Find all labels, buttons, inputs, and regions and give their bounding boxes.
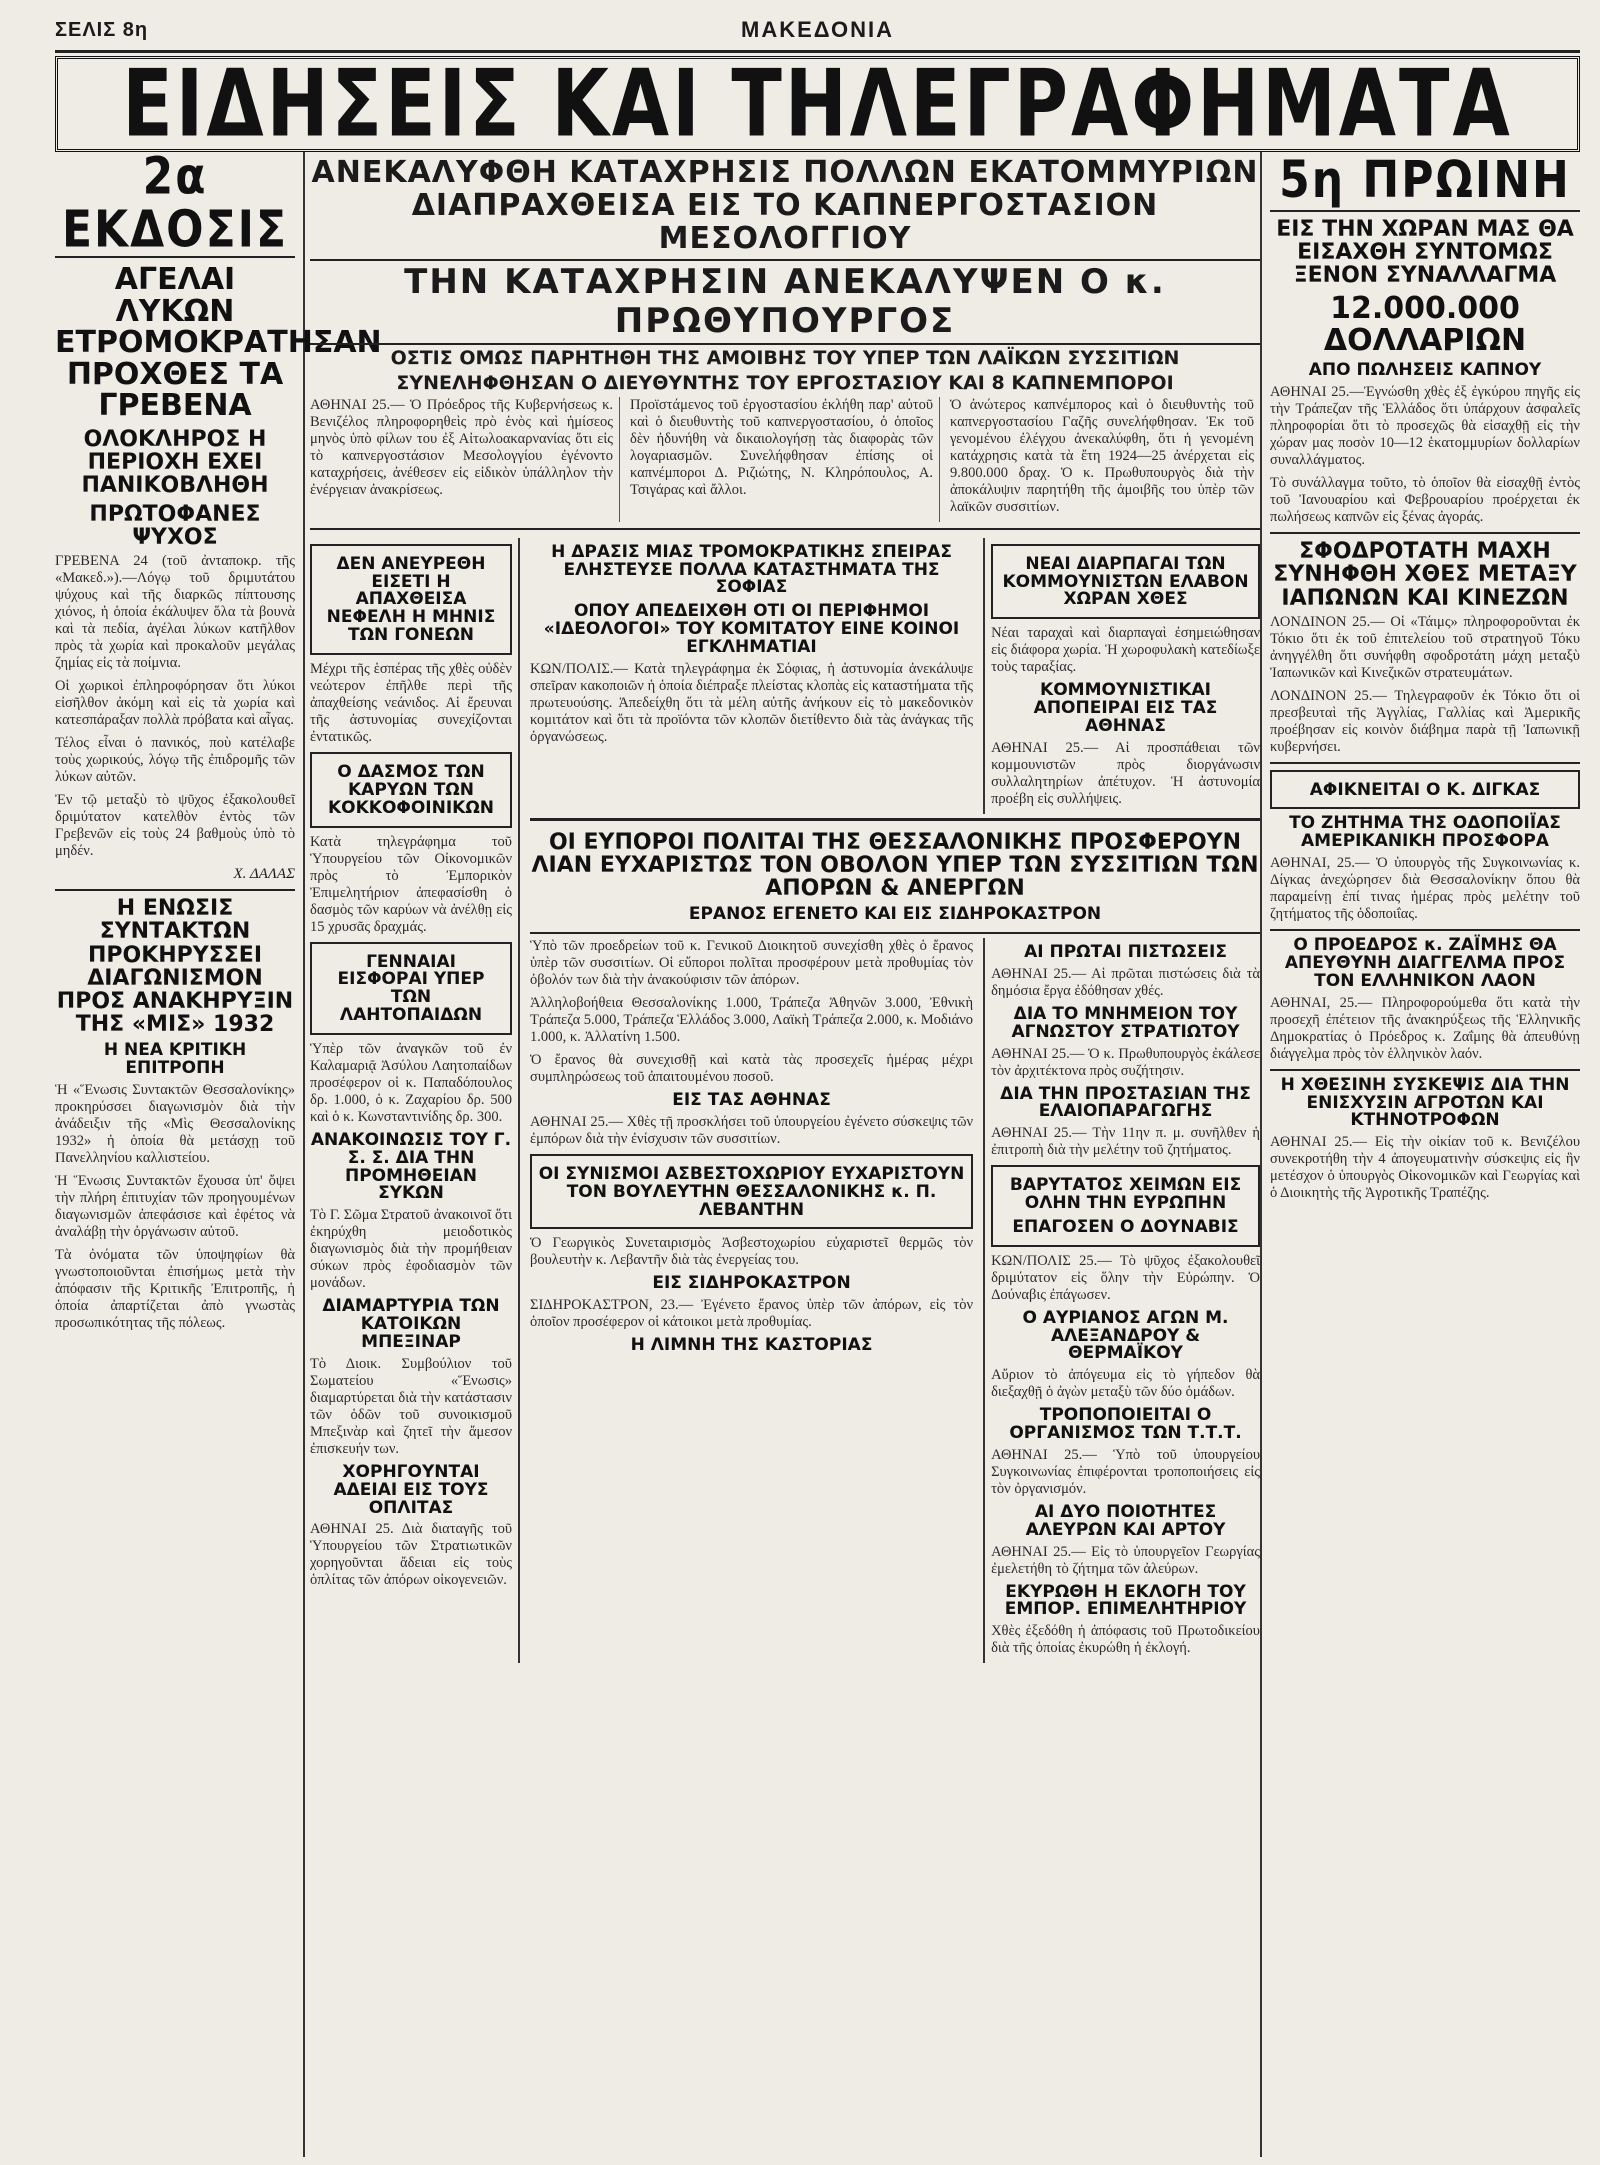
charity-text-3: Ὁ ἔρανος θὰ συνεχισθῇ καὶ κατὰ τὰς προσεχεῖς ἡμέρας μέχρι συμπληρώσεως τοῦ ἀπαιτουμένου ποσοῦ.: [530, 1051, 974, 1085]
lower-section: [310, 538, 1260, 1664]
miss-contest-headline: Η ΕΝΩΣΙΣ ΣΥΝΤΑΚΤΩΝ ΠΡΟΚΗΡΥΣΣΕΙ ΔΙΑΓΩΝΙΣΜΟΝ ΠΡΟΣ ΑΝΑΚΗΡΥΞΙΝ ΤΗΣ «ΜΙΣ» 1932: [56, 896, 294, 1037]
athens-subheading: ΕΙΣ ΤΑΣ ΑΘΗΝΑΣ: [672, 1089, 831, 1110]
charity-headline: ΟΙ ΕΥΠΟΡΟΙ ΠΟΛΙΤΑΙ ΤΗΣ ΘΕΣΣΑΛΟΝΙΚΗΣ ΠΡΟΣΦΕΡΟΥΝ ΛΙΑΝ ΕΥΧΑΡΙΣΤΩΣ ΤΟΝ ΟΒΟΛΟΝ ΥΠΕΡ ΤΩΝ ΣΥΣΣΙΤΙΩΝ ΤΩΝ ΑΠΟΡΩΝ & ΑΝΕΡΓΩΝ: [531, 829, 1259, 902]
miss-text-1: Ἡ «Ἕνωσις Συντακτῶν Θεσσαλονίκης» προκηρύσσει διαγωνισμὸν διὰ τὴν ἀνάδειξιν τῆς «Μὶς Θεσσαλονίκης 1932» ἡ ὁποία θὰ μετάσχῃ τοῦ Πανελληνίου καλλιστείου.: [55, 1081, 295, 1166]
donations-headline: ΓΕΝΝΑΙΑΙ ΕΙΣΦΟΡΑΙ ΥΠΕΡ ΤΩΝ ΛΑΗΤΟΠΑΙΔΩΝ: [337, 951, 485, 1026]
winter-headline: ΒΑΡΥΤΑΤΟΣ ΧΕΙΜΩΝ ΕΙΣ ΟΛΗΝ ΤΗΝ ΕΥΡΩΠΗΝ: [1009, 1175, 1242, 1214]
wolves-text-1: ΓΡΕΒΕΝΑ 24 (τοῦ ἀνταποκρ. τῆς «Μακεδ.»).—Λόγῳ τοῦ δριμυτάτου ψύχους καὶ τῆς διαρκῶς πίπτουσης χιόνος, ἡ ὁποία ἐκάλυψεν ὅλα τὰ βουνὰ καὶ τὰ πεδία, ἀγέλαι λύκων κατῆλθον πρὸς τὰ χωρία καὶ προκαλοῦν μεγάλας ζημίας εἰς τὰ ποίμνια.: [55, 553, 295, 672]
wolves-headline: ΑΓΕΛΑΙ ΛΥΚΩΝ ΕΤΡΟΜΟΚΡΑΤΗΣΑΝ ΠΡΟΧΘΕΣ ΤΑ ΓΡΕΒΕΝΑ: [55, 262, 382, 424]
communists-athens-text: ΑΘΗΝΑΙ 25.— Αἱ προσπάθειαι τῶν κομμουνιστῶν πρὸς διοργάνωσιν συλλαλητηρίων ἀπέτυχον. Ἡ ἀστυνομία προέβη εἰς συλλήψεις.: [991, 739, 1260, 807]
ttt-headline: ΤΡΟΠΟΠΟΙΕΙΤΑΙ Ο ΟΡΓΑΝΙΣΜΟΣ ΤΩΝ Τ.Τ.Τ.: [1009, 1405, 1242, 1444]
main-text-1: ΑΘΗΝΑΙ 25.— Ὁ Πρόεδρος τῆς Κυβερνήσεως κ. Βενιζέλος πληροφορηθεὶς πρὸ ἑνὸς καὶ ἡμίσεος μηνὸς ὑπὸ φίλων του ἐξ Αἰτωλοακαρνανίας ὅτι εἰς τὸ καπνεργοστάσιον Μεσολογγίου ἐγένοντο καταχρήσεις, ἀνέθεσεν εἰς εἰδικὸν ὑπάλληλον τὴν ἐνέργειαν ἀνακρίσεως.: [310, 396, 613, 498]
miss-text-2: Ἡ Ἕνωσις Συντακτῶν ἔχουσα ὑπ' ὄψει τὴν πλήρη ἐπιτυχίαν τῶν προηγουμένων διαγωνισμῶν ἀπεφάσισε καὶ ἐφέτος νὰ ἀναλάβῃ τὴν ὀργάνωσιν αὐτοῦ.: [55, 1172, 295, 1240]
olive-headline: ΔΙΑ ΤΗΝ ΠΡΟΣΤΑΣΙΑΝ ΤΗΣ ΕΛΑΙΟΠΑΡΑΓΩΓΗΣ: [1000, 1083, 1251, 1122]
flour-text: ΑΘΗΝΑΙ 25.— Εἰς τὸ ὑπουργεῖον Γεωργίας ἐμελετήθη τὸ ζήτημα τῶν ἀλεύρων.: [991, 1543, 1260, 1577]
missing-girl-text: Μέχρι τῆς ἑσπέρας τῆς χθὲς οὐδὲν νεώτερον ἐπῆλθε περὶ τῆς ἀπαχθείσης νεάνιδος. Αἱ ἔρευναι τῆς ἀστυνομίας συνεχίζονται ἐντατικῶς.: [310, 661, 512, 745]
charity-text-1: Ὑπὸ τῶν προεδρείων τοῦ κ. Γενικοῦ Διοικητοῦ συνεχίσθη χθὲς ὁ ἔρανος ὑπὲρ τῶν συσσιτίων. Οἱ εὔποροι πολῖται προσφέρουν μετὰ προθυμίας τὸν ὀβολόν των διὰ τὴν ἀνακούφισιν τῶν ἀπόρων.: [530, 937, 974, 988]
athens-text: ΑΘΗΝΑΙ 25.— Χθὲς τῇ προσκλήσει τοῦ ὑπουργείου ἐγένετο σύσκεψις τῶν ἐμπόρων διὰ τὴν ἐνίσχυσιν τῶν συσσιτίων.: [530, 1113, 974, 1147]
protest-headline: ΔΙΑΜΑΡΤΥΡΙΑ ΤΩΝ ΚΑΤΟΙΚΩΝ ΜΠΕΞΙΝΑΡ: [322, 1296, 500, 1352]
right-column: [1260, 152, 1580, 2157]
main-headline-4: ΣΥΝΕΛΗΦΘΗΣΑΝ Ο ΔΙΕΥΘΥΝΤΗΣ ΤΟΥ ΕΡΓΟΣΤΑΣΙΟΥ ΚΑΙ 8 ΚΑΠΝΕΜΠΟΡΟΙ: [396, 371, 1174, 394]
miss-text-3: Τὰ ὀνόματα τῶν ὑποψηφίων θὰ γνωστοποιοῦνται ἐπισήμως μετὰ τὴν ἀπόφασιν τῆς Κριτικῆς Ἐπιτροπῆς, ἡ ὁποία ἀπαρτίζεται ἀπὸ γνωστὰς προσωπικότητας τῆς πόλεως.: [55, 1246, 295, 1331]
roads-headline: ΤΟ ΖΗΤΗΜΑ ΤΗΣ ΟΔΟΠΟΙΪΑΣ ΑΜΕΡΙΚΑΝΙΚΗ ΠΡΟΣΦΟΡΑ: [1289, 813, 1561, 852]
currency-text-2: Τὸ συνάλλαγμα τοῦτο, τὸ ὁποῖον θὰ εἰσαχθῇ ἐντὸς τοῦ Ἰανουαρίου καὶ Φεβρουαρίου προέρχεται ἐκ πωλήσεως καπνῶν εἰς ξένας ἀγοράς.: [1270, 475, 1580, 526]
ttt-text: ΑΘΗΝΑΙ 25.— Ὑπὸ τοῦ ὑπουργείου Συγκοινωνίας ἐπιφέρονται τροποποιήσεις εἰς τὸν ὀργανισμόν.: [991, 1446, 1260, 1497]
protest-text: Τὸ Διοικ. Συμβούλιον τοῦ Σωματείου «Ἕνωσις» διαμαρτύρεται διὰ τὴν κατάστασιν τῶν ὁδῶν τοῦ συνοικισμοῦ Μπεξινὰρ καὶ ζητεῖ τὴν ἄμεσον ἐπισκευήν των.: [310, 1355, 512, 1457]
center-column: [310, 152, 1260, 2157]
dingas-headline: ΑΦΙΚΝΕΙΤΑΙ Ο Κ. ΔΙΓΚΑΣ: [1309, 779, 1541, 800]
main-story-headlines: [310, 156, 1260, 395]
currency-subheadline: ΑΠΟ ΠΩΛΗΣΕΙΣ ΚΑΠΝΟΥ: [1308, 360, 1542, 381]
wolves-text-4: Ἐν τῷ μεταξὺ τὸ ψῦχος ἐξακολουθεῖ δριμύτατον κατελθὸν ἐντὸς τῶν Γρεβενῶν εἰς τοὺς 24 βαθμοὺς ὑπὸ τὸ μηδέν.: [55, 792, 295, 860]
main-headline-2: ΤΗΝ ΚΑΤΑΧΡΗΣΙΝ ΑΝΕΚΑΛΥΨΕΝ Ο κ. ΠΡΩΘΥΠΟΥΡΓΟΣ: [310, 259, 1260, 345]
currency-amount: 12.000.000 ΔΟΛΛΑΡΙΩΝ: [1323, 291, 1527, 358]
miss-contest-subheadline: Η ΝΕΑ ΚΡΙΤΙΚΗ ΕΠΙΤΡΟΠΗ: [103, 1039, 247, 1078]
sofia-text: ΚΩΝ/ΠΟΛΙΣ.— Κατὰ τηλεγράφημα ἐκ Σόφιας, ἡ ἀστυνομία ἀνεκάλυψε σπεῖραν κακοποιῶν ἡ ὁποία διέπραξε πλείστας κλοπὰς εἰς καταστήματα τῆς πρωτευούσης. Ἀπεδείχθη ὅτι τὰ μέλη αὐτῆς ἀνήκουν εἰς τὸ μακεδονικὸν κομιτάτον καὶ ὅτι τὰ προϊόντα τῶν κλοπῶν διετίθεντο διὰ τὰς ἀνάγκας τῆς ὀργανώσεως.: [530, 660, 974, 745]
sofia-subheadline: ΟΠΟΥ ΑΠΕΔΕΙΧΘΗ ΟΤΙ ΟΙ ΠΕΡΙΦΗΜΟΙ «ΙΔΕΟΛΟΓΟΙ» ΤΟΥ ΚΟΜΙΤΑΤΟΥ ΕΙΝΕ ΚΟΙΝΟΙ ΕΓΚΛΗΜΑΤΙΑΙ: [543, 601, 960, 657]
zaimis-text: ΑΘΗΝΑΙ, 25.— Πληροφορούμεθα ὅτι κατὰ τὴν προσεχῆ ἐπέτειον τῆς ἀνακηρύξεως τῆς Ἑλληνικῆς Δημοκρατίας ὁ Πρόεδρος κ. Ζαΐμης θὰ ἀπευθύνῃ διάγγελμα πρὸς τὸν ἑλληνικὸν λαόν.: [1270, 994, 1580, 1062]
roads-text: ΑΘΗΝΑΙ, 25.— Ὁ ὑπουργὸς τῆς Συγκοινωνίας κ. Δίγκας ἀνεχώρησεν διὰ Θεσσαλονίκην ὅπου θὰ παραμείνῃ ἐπί τινας ἡμέρας πρὸς μελέτην τοῦ ζητήματος τῆς ὁδοποιΐας.: [1270, 855, 1580, 923]
walnut-duty-text: Κατὰ τηλεγράφημα τοῦ Ὑπουργείου τῶν Οἰκονομικῶν πρὸς τὸ Ἐμπορικὸν Ἐπιμελητήριον ἀπεφασίσθη ὁ δασμὸς τῶν καρύων νὰ ἀνέλθῃ εἰς 15 χρυσᾶς δραχμάς.: [310, 833, 512, 935]
charity-row: [530, 938, 1260, 1663]
monument-text: ΑΘΗΝΑΙ 25.— Ὁ κ. Πρωθυπουργὸς ἐκάλεσε τὸν ἀρχιτέκτονα πρὸς συζήτησιν.: [991, 1045, 1260, 1079]
credits-text: ΑΘΗΝΑΙ 25.— Αἱ πρῶται πιστώσεις διὰ τὰ δημόσια ἔργα ἐδόθησαν χθές.: [991, 965, 1260, 999]
right-edition-label: 5η ΠΡΩΙΝΗ: [1279, 151, 1571, 210]
section-banner: [55, 50, 1580, 158]
wolves-subheadline: ΟΛΟΚΛΗΡΟΣ Η ΠΕΡΙΟΧΗ ΕΧΕΙ ΠΑΝΙΚΟΒΛΗΘΗ: [81, 426, 269, 499]
donations-text: Ὑπὲρ τῶν ἀναγκῶν τοῦ ἐν Καλαμαριᾷ Ἀσύλου Λαητοπαίδων προσέφερον οἱ κ. Παπαδόπουλος δρ. 1.000, ὁ κ. Ζαχαρίου δρ. 500 καὶ ὁ κ. Κωνσταντινίδης δρ. 300.: [310, 1040, 512, 1125]
sidirokastro-text: ΣΙΔΗΡΟΚΑΣΤΡΟΝ, 23.— Ἐγένετο ἔρανος ὑπὲρ τῶν ἀπόρων, εἰς τὸν ὁποῖον προσέφερον οἱ κάτοικοι μετὰ προθυμίας.: [530, 1297, 974, 1331]
walnut-duty-headline: Ο ΔΑΣΜΟΣ ΤΩΝ ΚΑΡΥΩΝ ΤΩΝ ΚΟΚΚΟΦΟΙΝΙΚΩΝ: [327, 762, 495, 818]
short-news-column: [310, 538, 520, 1664]
donations-box: [310, 942, 512, 1035]
battle-text-1: ΛΟΝΔΙΝΟΝ 25.— Οἱ «Τάιμς» πληροφοροῦνται ἐκ Τόκιο ὅτι ἐκ τοῦ ἐπιτελείου τοῦ στρατηγοῦ Τόκυ ἀνηγγέλθη ὅτι συνήφθη σφοδροτάτη μάχη μεταξὺ Ἰαπωνικῶν καὶ Κινεζικῶν στρατευμάτων.: [1270, 613, 1580, 681]
farmers-text: ΑΘΗΝΑΙ 25.— Εἰς τὴν οἰκίαν τοῦ κ. Βενιζέλου συνεκροτήθη τὴν 4 ἀπογευματινὴν σύσκεψις εἰς ἣν μετέσχον ὁ ὑπουργὸς Οἰκονομικῶν καὶ Γεωργίας καὶ ὁ Διοικητὴς τῆς Ἀγροτικῆς Τραπέζης.: [1270, 1134, 1580, 1202]
missing-girl-headline: ΔΕΝ ΑΝΕΥΡΕΘΗ ΕΙΣΕΤΙ Η ΑΠΑΧΘΕΙΣΑ ΝΕΦΕΛΗ Η ΜΗΝΙΣ ΤΩΝ ΓΟΝΕΩΝ: [326, 553, 496, 646]
leave-text: ΑΘΗΝΑΙ 25. Διὰ διαταγῆς τοῦ Ὑπουργείου τῶν Στρατιωτικῶν χορηγοῦνται ἄδειαι εἰς τοὺς ὁπλίτας τῶν ἀπόρων οἰκογενειῶν.: [310, 1521, 512, 1589]
sidirokastro-subheading: ΕΙΣ ΣΙΔΗΡΟΚΑΣΤΡΟΝ: [652, 1273, 851, 1294]
chamber-text: Χθὲς ἐξεδόθη ἡ ἀπόφασις τοῦ Πρωτοδικείου διὰ τῆς ὁποίας ἐκυρώθη ἡ ἐκλογή.: [991, 1623, 1260, 1657]
walnut-duty-box: [310, 752, 512, 828]
charity-subheadline: ΕΡΑΝΟΣ ΕΓΕΝΕΤΟ ΚΑΙ ΕΙΣ ΣΙΔΗΡΟΚΑΣΤΡΟΝ: [688, 904, 1102, 925]
kastoria-headline: Η ΛΙΜΝΗ ΤΗΣ ΚΑΣΤΟΡΙΑΣ: [630, 1335, 873, 1356]
flour-headline: ΑΙ ΔΥΟ ΠΟΙΟΤΗΤΕΣ ΑΛΕΥΡΩΝ ΚΑΙ ΑΡΤΟΥ: [1025, 1501, 1226, 1540]
wolves-text-2: Οἱ χωρικοὶ ἐπληροφόρησαν ὅτι λύκοι εἰσῆλθον ἀκόμη καὶ εἰς τὰ χωρία καὶ κατεσπάραξαν πολλὰ πρόβατα καὶ αἶγας.: [55, 678, 295, 729]
page-number: ΣΕΛΙΣ 8η: [55, 18, 149, 41]
figs-headline: ΑΝΑΚΟΙΝΩΣΙΣ ΤΟΥ Γ. Σ. Σ. ΔΙΑ ΤΗΝ ΠΡΟΜΗΘΕΙΑΝ ΣΥΚΩΝ: [310, 1129, 512, 1204]
asvestochori-text: Ὁ Γεωργικὸς Συνεταιρισμὸς Ἀσβεστοχωρίου εὐχαριστεῖ θερμῶς τὸν βουλευτὴν κ. Λεβαντῆν διὰ τὰς ἐνεργείας του.: [530, 1235, 974, 1269]
match-headline: Ο ΑΥΡΙΑΝΟΣ ΑΓΩΝ Μ. ΑΛΕΞΑΝΔΡΟΥ & ΘΕΡΜΑΪΚΟΥ: [1022, 1307, 1229, 1364]
missing-girl-box: [310, 544, 512, 655]
leave-headline: ΧΟΡΗΓΟΥΝΤΑΙ ΑΔΕΙΑΙ ΕΙΣ ΤΟΥΣ ΟΠΛΙΤΑΣ: [333, 1461, 489, 1518]
currency-headline: ΕΙΣ ΤΗΝ ΧΩΡΑΝ ΜΑΣ ΘΑ ΕΙΣΑΧΘΗ ΣΥΝΤΟΜΩΣ ΞΕΝΟΝ ΣΥΝΑΛΛΑΓΜΑ: [1276, 217, 1574, 289]
asvestochori-headline: ΟΙ ΣΥΝΙΣΜΟΙ ΑΣΒΕΣΤΟΧΩΡΙΟΥ ΕΥΧΑΡΙΣΤΟΥΝ ΤΟΝ ΒΟΥΛΕΥΤΗΝ ΘΕΣΣΑΛΟΝΙΚΗΣ κ. Π. ΛΕΒΑΝΤΗΝ: [538, 1163, 965, 1220]
olive-text: ΑΘΗΝΑΙ 25.— Τὴν 11ην π. μ. συνῆλθεν ἡ ἐπιτροπὴ διὰ τὴν μελέτην τοῦ ζητήματος.: [991, 1125, 1260, 1159]
communists-athens-headline: ΚΟΜΜΟΥΝΙΣΤΙΚΑΙ ΑΠΟΠΕΙΡΑΙ ΕΙΣ ΤΑΣ ΑΘΗΝΑΣ: [1033, 680, 1218, 736]
center-right-block: [530, 538, 1260, 1664]
chamber-headline: ΕΚΥΡΩΘΗ Η ΕΚΛΟΓΗ ΤΟΥ ΕΜΠΟΡ. ΕΠΙΜΕΛΗΤΗΡΙΟΥ: [1004, 1581, 1247, 1620]
credits-headline: ΑΙ ΠΡΩΤΑΙ ΠΙΣΤΩΣΕΙΣ: [1024, 941, 1227, 962]
sofia-headline: Η ΔΡΑΣΙΣ ΜΙΑΣ ΤΡΟΜΟΚΡΑΤΙΚΗΣ ΣΠΕΙΡΑΣ ΕΛΗΣΤΕΥΣΕ ΠΟΛΛΑ ΚΑΤΑΣΤΗΜΑΤΑ ΤΗΣ ΣΟΦΙΑΣ: [551, 541, 952, 598]
zaimis-headline: Ο ΠΡΟΕΔΡΟΣ κ. ΖΑΪΜΗΣ ΘΑ ΑΠΕΥΘΥΝΗ ΔΙΑΓΓΕΛΜΑ ΠΡΟΣ ΤΟΝ ΕΛΛΗΝΙΚΟΝ ΛΑΟΝ: [1284, 935, 1566, 991]
currency-text-1: ΑΘΗΝΑΙ 25.—Ἐγνώσθη χθὲς ἐξ ἐγκύρου πηγῆς εἰς τὴν Τράπεζαν τῆς Ἑλλάδος ὅτι ὑπάρχουν ἀσφαλεῖς πληροφορίαι ὅτι τὸ προσεχῶς θὰ εἰσαχθῇ εἰς τὴν χώραν μας ποσὸν 10—12 ἑκατομμυρίων δολλαρίων συναλλάγματος.: [1270, 384, 1580, 469]
danube-subheadline: ΕΠΑΓΟΣΕΝ Ο ΔΟΥΝΑΒΙΣ: [1012, 1216, 1239, 1237]
communists-raids-headline: ΝΕΑΙ ΔΙΑΡΠΑΓΑΙ ΤΩΝ ΚΟΜΜΟΥΝΙΣΤΩΝ ΕΛΑΒΟΝ ΧΩΡΑΝ ΧΘΕΣ: [1002, 553, 1249, 610]
wolves-text-3: Τέλος εἶναι ὁ πανικός, ποὺ κατέλαβε τοὺς χωρικούς, λόγῳ τῆς ἐπιδρομῆς τῶν λύκων αὐτῶν.: [55, 735, 295, 786]
battle-headline: ΣΦΟΔΡΟΤΑΤΗ ΜΑΧΗ ΣΥΝΗΦΘΗ ΧΘΕΣ ΜΕΤΑΞΥ ΙΑΠΩΝΩΝ ΚΑΙ ΚΙΝΕΖΩΝ: [1273, 539, 1577, 611]
main-story-body: [310, 397, 1260, 522]
farmers-headline: Η ΧΘΕΣΙΝΗ ΣΥΣΚΕΨΙΣ ΔΙΑ ΤΗΝ ΕΝΙΣΧΥΣΙΝ ΑΓΡΟΤΩΝ ΚΑΙ ΚΤΗΝΟΤΡΟΦΩΝ: [1280, 1074, 1570, 1131]
banner-title: ΕΙΔΗΣΕΙΣ ΚΑΙ ΤΗΛΕΓΡΑΦΗΜΑΤΑ: [122, 50, 1513, 158]
main-text-2: Προϊστάμενος τοῦ ἐργοστασίου ἐκλήθη παρ' αὐτοῦ καὶ ὁ διευθυντὴς τοῦ καπνεργοστασίου, ὁ ὁποῖος δὲν ἠδυνήθη νὰ δικαιολογήσῃ τὰς διαφορὰς τῶν λογαριασμῶν. Συνελήφθησαν ἐπίσης οἱ καπνέμποροι Δ. Ριζιώτης, Ν. Κληρόπουλος, Α. Τσιγάρας καὶ ἄλλοι.: [630, 396, 933, 498]
charity-text-2: Ἀλληλοβοήθεια Θεσσαλονίκης 1.000, Τράπεζα Ἀθηνῶν 3.000, Ἐθνικὴ Τράπεζα 5.000, Τράπεζα Ἑλλάδος 3.000, Λαϊκὴ Τράπεζα 2.000, κ. Μοδιάνο 1.000, κ. Ἀλλατίνη 1.500.: [530, 994, 974, 1045]
main-text-3: Ὁ ἀνώτερος καπνέμπορος καὶ ὁ διευθυντὴς τοῦ καπνεργοστασίου Γαζῆς συνελήφθησαν. Ἐκ τοῦ γενομένου ἐλέγχου ἀνεκαλύφθη, ὅτι ἡ γενομένη κατάχρησις κατὰ τὰ ἔτη 1924—25 ἀνέρχεται εἰς 9.800.000 δραχ. Ὁ κ. Πρωθυπουργὸς διὰ τὴν ἀποκάλυψιν παρητήθη τῆς ἀμοιβῆς του ὑπὲρ τῶν λαϊκῶν συσσιτίων.: [950, 396, 1254, 515]
sofia-row: [530, 538, 1260, 814]
charity-band: [530, 818, 1260, 934]
wolves-signature: Χ. ΔΑΛΑΣ: [233, 866, 295, 883]
communists-raids-text: Νέαι ταραχαὶ καὶ διαρπαγαὶ ἐσημειώθησαν εἰς διάφορα χωρία. Ἡ χωροφυλακὴ κατεδίωξε τοὺς ταραξίας.: [991, 625, 1260, 676]
winter-text: ΚΩΝ/ΠΟΛΙΣ 25.— Τὸ ψῦχος ἐξακολουθεῖ δριμύτατον εἰς ὅλην τὴν Εὐρώπην. Ὁ Δούναβις ἐπάγωσεν.: [991, 1252, 1260, 1303]
figs-text: Τὸ Γ. Σῶμα Στρατοῦ ἀνακοινοῖ ὅτι ἐκηρύχθη μειοδοτικὸς διαγωνισμὸς διὰ τὴν προμήθειαν σύκων πρὸς ἐφοδιασμὸν τῶν μονάδων.: [310, 1207, 512, 1292]
wolves-subheadline-2: ΠΡΩΤΟΦΑΝΕΣ ΨΥΧΟΣ: [89, 502, 261, 551]
match-text: Αὔριον τὸ ἀπόγευμα εἰς τὸ γήπεδον θὰ διεξαχθῇ ὁ ἀγὼν μεταξὺ τῶν δύο ὁμάδων.: [991, 1367, 1260, 1401]
main-headline-3: ΟΣΤΙΣ ΟΜΩΣ ΠΑΡΗΤΗΘΗ ΤΗΣ ΑΜΟΙΒΗΣ ΤΟΥ ΥΠΕΡ ΤΩΝ ΛΑΪΚΩΝ ΣΥΣΣΙΤΙΩΝ: [390, 347, 1180, 370]
main-headline: ΑΝΕΚΑΛΥΦΘΗ ΚΑΤΑΧΡΗΣΙΣ ΠΟΛΛΩΝ ΕΚΑΤΟΜΜΥΡΙΩΝ ΔΙΑΠΡΑΧΘΕΙΣΑ ΕΙΣ ΤΟ ΚΑΠΝΕΡΓΟΣΤΑΣΙΟΝ ΜΕΣΟΛΟΓΓΙΟΥ: [311, 155, 1259, 256]
masthead: [55, 10, 1580, 53]
paper-name: ΜΑΚΕΔΟΝΙΑ: [741, 17, 894, 42]
edition-label: 2α ΕΚΔΟΣΙΣ: [61, 147, 289, 260]
monument-headline: ΔΙΑ ΤΟ ΜΝΗΜΕΙΟΝ ΤΟΥ ΑΓΝΩΣΤΟΥ ΣΤΡΑΤΙΩΤΟΥ: [1011, 1003, 1240, 1042]
battle-text-2: ΛΟΝΔΙΝΟΝ 25.— Τηλεγραφοῦν ἐκ Τόκιο ὅτι οἱ πρεσβευταὶ τῆς Ἀγγλίας, Γαλλίας καὶ Ἀμερικῆς προέβησαν εἰς κοινὸν διάβημα παρὰ τῇ Ἰαπωνικῇ κυβερνήσει.: [1270, 687, 1580, 755]
left-column: [55, 147, 382, 2157]
